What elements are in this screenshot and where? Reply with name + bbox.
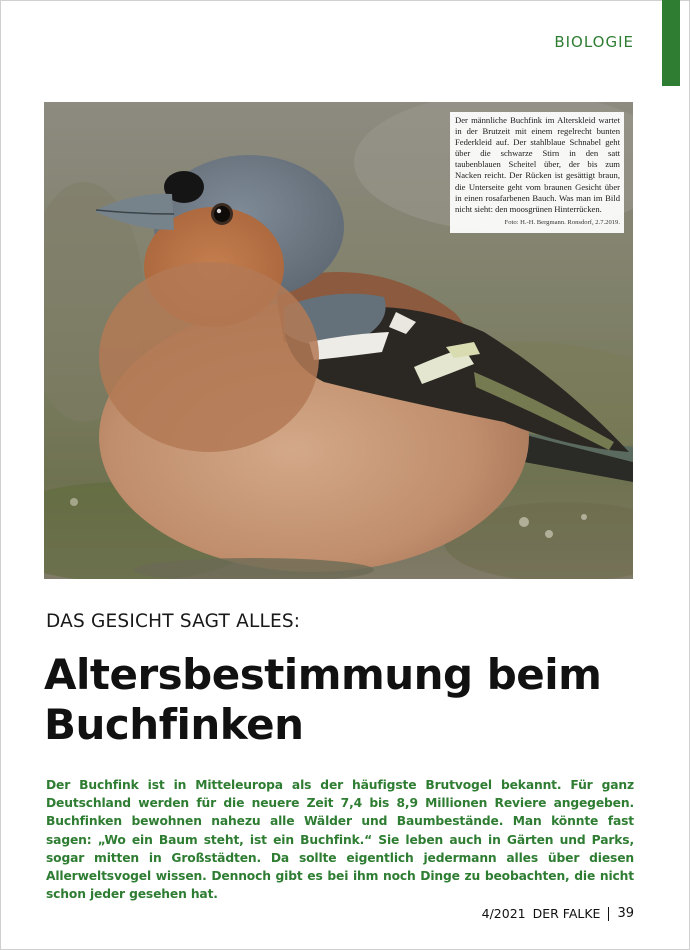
magazine-name: DER FALKE — [532, 906, 601, 921]
page-footer — [482, 906, 634, 921]
issue-number: 4/2021 — [481, 906, 526, 921]
article-title — [44, 650, 644, 750]
article-lead: Der Buchfink ist in Mitteleuropa als der häufigste Brutvogel bekannt. Für ganz Deutschland werden für die neuere Zeit 7,4 bis 8,9 Millionen Reviere angegeben. Buchfinken bewohnen nahezu alle Wälder und Baumbestände. Man könnte fast sagen: „Wo ein Baum steht, ist ein Buchfink.“ Sie leben auch in Gärten und Parks, sogar mitten in Großstädten. Da sollte eigentlich jedermann alles über diesen Allerweltsvogel wissen. Dennoch gibt es bei ihm noch Dinge zu beobachten, die nicht schon jeder gesehen hat. — [46, 778, 634, 902]
article-kicker: DAS GESICHT SAGT ALLES: — [46, 611, 301, 632]
footer-divider — [608, 907, 609, 921]
article-title-line-2: Buchfinken — [44, 700, 304, 749]
section-color-tab — [662, 0, 680, 86]
photo-caption — [450, 112, 624, 233]
section-label: BIOLOGIE — [554, 33, 634, 51]
page-number: 39 — [617, 906, 634, 921]
chaffinch-photo — [44, 102, 633, 579]
article-title-line-1: Altersbestimmung beim — [44, 650, 602, 699]
photo-credit: Foto: H.-H. Bergmann. Ronsdorf, 2.7.2019. — [504, 218, 620, 226]
caption-text: Der männliche Buchfink im Alterskleid wartet in der Brutzeit mit einem regelrecht bunten Federkleid auf. Der stahlblaue Schnabel geht über die schwarze Stirn in den satt taubenblauen Scheitel über, der bis zum Nacken reicht. Der Rücken ist gesättigt braun, die Unterseite geht vom braunen Gesicht über in einen rosafarbenen Bauch. Was man im Bild nicht sieht: den moosgrünen Hinterrücken. — [455, 115, 620, 214]
